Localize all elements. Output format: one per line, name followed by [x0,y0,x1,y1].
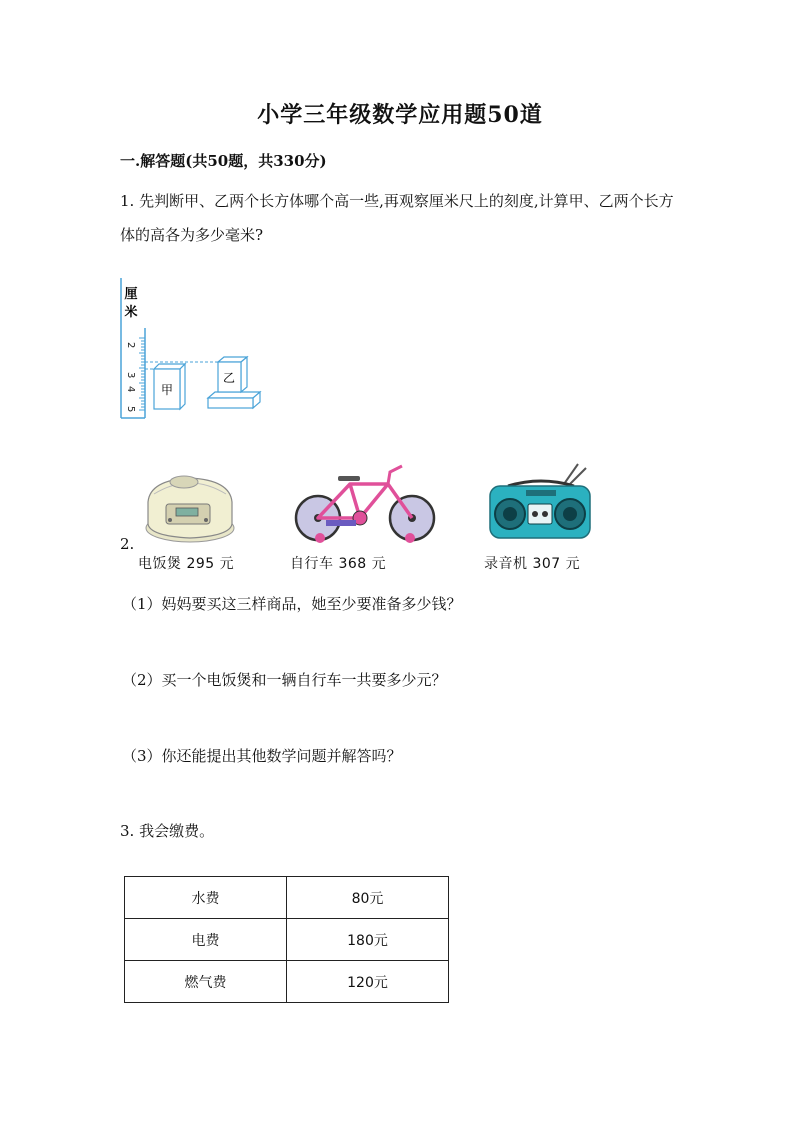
ruler-tick-3: 3 [125,372,136,379]
question-2-sub-1: （1）妈妈要买这三样商品，她至少要准备多少钱？ [122,595,462,613]
bicycle-icon [290,462,440,546]
section-heading: 一.解答题(共50题，共330分) [120,152,327,170]
fee-table [124,876,449,1003]
ruler-boxes-figure [118,276,268,422]
question-3-text: 3. 我会缴费。 [120,822,215,840]
ruler-tick-4: 4 [125,386,136,393]
fee-amount: 180元 [287,919,449,961]
page-title: 小学三年级数学应用题50道 [257,102,543,128]
ruler-label-top: 厘 [124,287,138,302]
radio-cassette-icon [486,462,596,546]
fee-amount: 80元 [287,877,449,919]
question-1-text: 1. 先判断甲、乙两个长方体哪个高一些,再观察厘米尺上的刻度,计算甲、乙两个长方体的高各为多少毫米? [120,192,674,244]
ruler-label-bottom: 米 [124,305,138,320]
rice-cooker-price: 电饭煲 295 元 [138,556,235,572]
ruler-tick-5: 5 [125,406,136,413]
question-2-sub-3: （3）你还能提出其他数学问题并解答吗？ [122,747,402,765]
table-row [125,919,449,961]
radio-cassette-price: 录音机 307 元 [484,556,581,572]
fee-item: 电费 [125,919,287,961]
bicycle-price: 自行车 368 元 [290,556,387,572]
box-a-label: 甲 [160,383,174,397]
table-row [125,877,449,919]
fee-item: 燃气费 [125,961,287,1003]
question-2-number: 2. [120,535,135,553]
question-2-sub-2: （2）买一个电饭煲和一辆自行车一共要多少元？ [122,671,447,689]
fee-item: 水费 [125,877,287,919]
ruler-tick-2: 2 [125,342,136,349]
box-b-label: 乙 [222,371,236,385]
rice-cooker-icon [140,462,240,546]
fee-amount: 120元 [287,961,449,1003]
table-row [125,961,449,1003]
